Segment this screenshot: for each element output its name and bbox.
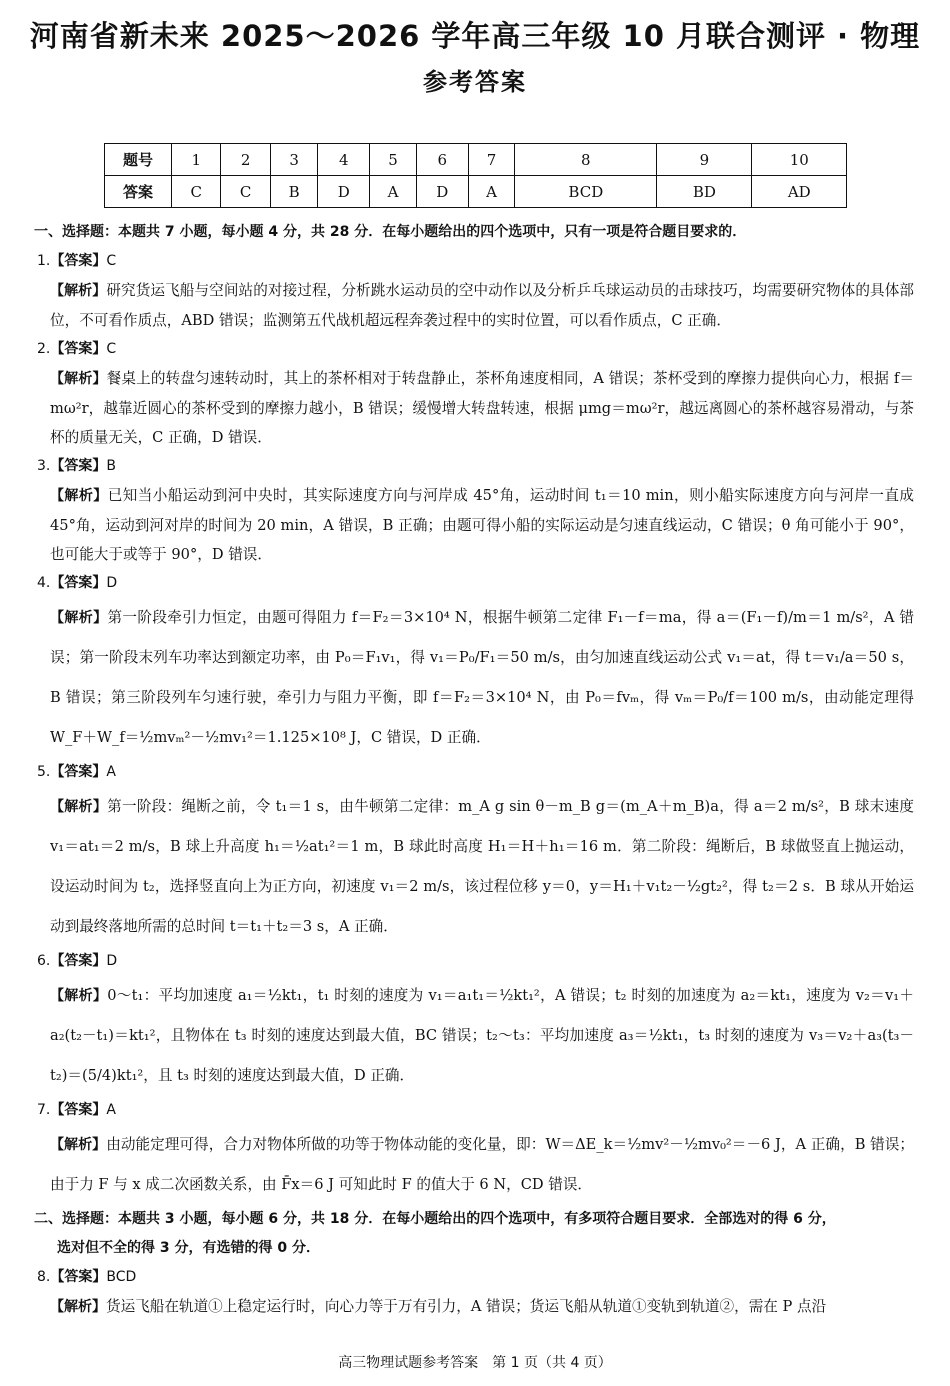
answer-cell: D	[416, 176, 468, 208]
row-label-answer: 答案	[105, 176, 172, 208]
answer-value: B	[106, 458, 116, 474]
question-number-cell: 8	[515, 144, 657, 176]
section-heading-1: 一、选择题：本题共 7 小题，每小题 4 分，共 28 分．在每小题给出的四个选项中，只有一项是符合题目要求的．	[34, 224, 747, 240]
question-7-analysis	[37, 1125, 914, 1205]
answer-cell: BD	[657, 176, 752, 208]
answer-value: BCD	[106, 1269, 137, 1285]
question-6-answer	[37, 947, 914, 976]
answer-cell: B	[270, 176, 318, 208]
question-6-analysis	[37, 976, 914, 1096]
answer-value: D	[106, 953, 118, 969]
question-number-cell: 6	[416, 144, 468, 176]
analysis-label: 【解析】	[50, 1299, 106, 1315]
analysis-label: 【解析】	[50, 610, 108, 626]
answer-table-number-row	[105, 144, 847, 176]
answer-content	[34, 218, 915, 1322]
question-1-answer	[37, 247, 914, 276]
answer-cell: BCD	[515, 176, 657, 208]
question-1-analysis	[37, 276, 914, 335]
analysis-label: 【解析】	[50, 799, 108, 815]
answer-value: A	[106, 1102, 116, 1118]
question-number: 2.	[37, 341, 51, 357]
question-number-cell: 4	[318, 144, 370, 176]
question-number: 1.	[37, 253, 51, 269]
analysis-text: 餐桌上的转盘匀速转动时，其上的茶杯相对于转盘静止，茶杯角速度相同，A 错误；茶杯受到的摩擦力提供向心力，根据 f＝mω²r，越靠近圆心的茶杯受到的摩擦力越小，B 错误；缓慢增大转盘转速，根据 μmg＝mω²r，越远离圆心的茶杯越容易滑动，与茶杯的质量无关，C 正确，D 错误．	[50, 370, 914, 446]
answer-label: 【答案】	[50, 575, 107, 591]
answer-label: 【答案】	[50, 341, 107, 357]
analysis-text: 0～t₁：平均加速度 a₁＝½kt₁，t₁ 时刻的速度为 v₁＝a₁t₁＝½kt₁²，A 错误；t₂ 时刻的加速度为 a₂＝kt₁，速度为 v₂＝v₁＋a₂(t₂－t₁)＝kt₁²，且物体在 t₃ 时刻的速度达到最大值，BC 错误；t₂～t₃：平均加速度 a₃＝½kt₁，t₃ 时刻的速度为 v₃＝v₂＋a₃(t₃－t₂)＝(5/4)kt₁²，且 t₃ 时刻的速度达到最大值，D 正确．	[50, 987, 914, 1084]
answer-value: C	[106, 253, 117, 269]
question-number-cell: 10	[752, 144, 847, 176]
analysis-text: 第一阶段：绳断之前，令 t₁＝1 s，由牛顿第二定律：m_A g sin θ－m_B g＝(m_A＋m_B)a，得 a＝2 m/s²，B 球末速度 v₁＝at₁＝2 m/s，B 球上升高度 h₁＝½at₁²＝1 m，B 球此时高度 H₁＝H＋h₁＝16 m．第二阶段：绳断后，B 球做竖直上抛运动，设运动时间为 t₂，选择竖直向上为正方向，初速度 v₁＝2 m/s，该过程位移 y＝0，y＝H₁＋v₁t₂－½gt₂²，得 t₂＝2 s．B 球从开始运动到最终落地所需的总时间 t＝t₁＋t₂＝3 s，A 正确．	[50, 798, 915, 935]
analysis-label: 【解析】	[50, 371, 107, 387]
question-number-cell: 2	[221, 144, 270, 176]
document-subtitle: 参考答案	[423, 68, 527, 96]
answer-table	[104, 143, 847, 208]
question-5-answer	[37, 758, 914, 787]
analysis-text: 研究货运飞船与空间站的对接过程，分析跳水运动员的空中动作以及分析乒乓球运动员的击球技巧，均需要研究物体的具体部位，不可看作质点，ABD 错误；监测第五代战机超远程奔袭过程中的实时位置，可以看作质点，C 正确．	[50, 282, 914, 329]
analysis-text: 第一阶段牵引力恒定，由题可得阻力 f＝F₂＝3×10⁴ N，根据牛顿第二定律 F₁－f＝ma，得 a＝(F₁－f)/m＝1 m/s²，A 错误；第一阶段末列车功率达到额定功率，由 P₀＝F₁v₁，得 v₁＝P₀/F₁＝50 m/s，由匀加速直线运动公式 v₁＝at，得 t＝v₁/a＝50 s，B 错误；第三阶段列车匀速行驶，牵引力与阻力平衡，即 f＝F₂＝3×10⁴ N，由 P₀＝fvₘ，得 vₘ＝P₀/f＝100 m/s，由动能定理得 W_F＋W_f＝½mvₘ²－½mv₁²＝1.125×10⁸ J，C 错误，D 正确．	[50, 609, 914, 746]
question-2-answer	[37, 335, 914, 364]
row-label-number: 题号	[105, 144, 172, 176]
question-3-analysis	[37, 481, 914, 569]
question-number-cell: 5	[370, 144, 417, 176]
answer-table-answer-row	[105, 176, 847, 208]
answer-value: D	[106, 575, 118, 591]
question-number-cell: 9	[657, 144, 752, 176]
answer-cell: A	[370, 176, 417, 208]
answer-label: 【答案】	[50, 253, 107, 269]
analysis-label: 【解析】	[50, 283, 107, 299]
answer-value: A	[106, 764, 116, 780]
question-number-cell: 7	[468, 144, 515, 176]
section-heading-2-line2: 选对但不全的得 3 分，有选错的得 0 分．	[57, 1240, 320, 1256]
section-heading-2-line1: 二、选择题：本题共 3 小题，每小题 6 分，共 18 分．在每小题给出的四个选项中，有多项符合题目要求．全部选对的得 6 分，	[34, 1211, 836, 1227]
answer-label: 【答案】	[50, 1102, 107, 1118]
question-4-analysis	[37, 598, 914, 758]
question-4-answer	[37, 569, 914, 598]
answer-label: 【答案】	[50, 1269, 107, 1285]
answer-label: 【答案】	[50, 764, 107, 780]
analysis-label: 【解析】	[50, 1137, 107, 1153]
document-title: 河南省新未来 2025～2026 学年高三年级 10 月联合测评 · 物理	[29, 19, 921, 53]
question-5-analysis	[37, 787, 914, 947]
answer-cell: AD	[752, 176, 847, 208]
page-footer: 高三物理试题参考答案 第 1 页（共 4 页）	[338, 1355, 612, 1371]
analysis-label: 【解析】	[50, 988, 108, 1004]
question-8-answer	[37, 1263, 914, 1292]
question-number: 7.	[37, 1102, 51, 1118]
section-heading-2	[34, 1205, 914, 1263]
question-number: 5.	[37, 764, 51, 780]
question-number-cell: 1	[172, 144, 221, 176]
answer-cell: C	[221, 176, 270, 208]
answer-label: 【答案】	[50, 458, 107, 474]
question-number-cell: 3	[270, 144, 318, 176]
question-3-answer	[37, 452, 914, 481]
question-number: 8.	[37, 1269, 51, 1285]
answer-cell: C	[172, 176, 221, 208]
analysis-text: 由动能定理可得，合力对物体所做的功等于物体动能的变化量，即：W＝ΔE_k＝½mv²－½mv₀²＝－6 J，A 正确，B 错误；由于力 F 与 x 成二次函数关系，由 F̄x＝6 J 可知此时 F 的值大于 6 N，CD 错误．	[50, 1136, 914, 1193]
question-2-analysis	[37, 364, 914, 452]
question-8-analysis	[37, 1292, 914, 1322]
answer-value: C	[106, 341, 117, 357]
question-number: 4.	[37, 575, 51, 591]
analysis-text: 货运飞船在轨道①上稳定运行时，向心力等于万有引力，A 错误；货运飞船从轨道①变轨到轨道②，需在 P 点沿	[106, 1298, 827, 1315]
answer-label: 【答案】	[50, 953, 107, 969]
question-7-answer	[37, 1096, 914, 1125]
question-number: 3.	[37, 458, 51, 474]
analysis-label: 【解析】	[50, 488, 108, 504]
analysis-text: 已知当小船运动到河中央时，其实际速度方向与河岸成 45°角，运动时间 t₁＝10 min，则小船实际速度方向与河岸一直成 45°角，运动到河对岸的时间为 20 min，A 错误，B 正确；由题可得小船的实际运动是匀速直线运动，C 错误；θ 角可能小于 90°，也可能大于或等于 90°，D 错误．	[50, 487, 915, 563]
answer-cell: A	[468, 176, 515, 208]
question-number: 6.	[37, 953, 51, 969]
answer-cell: D	[318, 176, 370, 208]
